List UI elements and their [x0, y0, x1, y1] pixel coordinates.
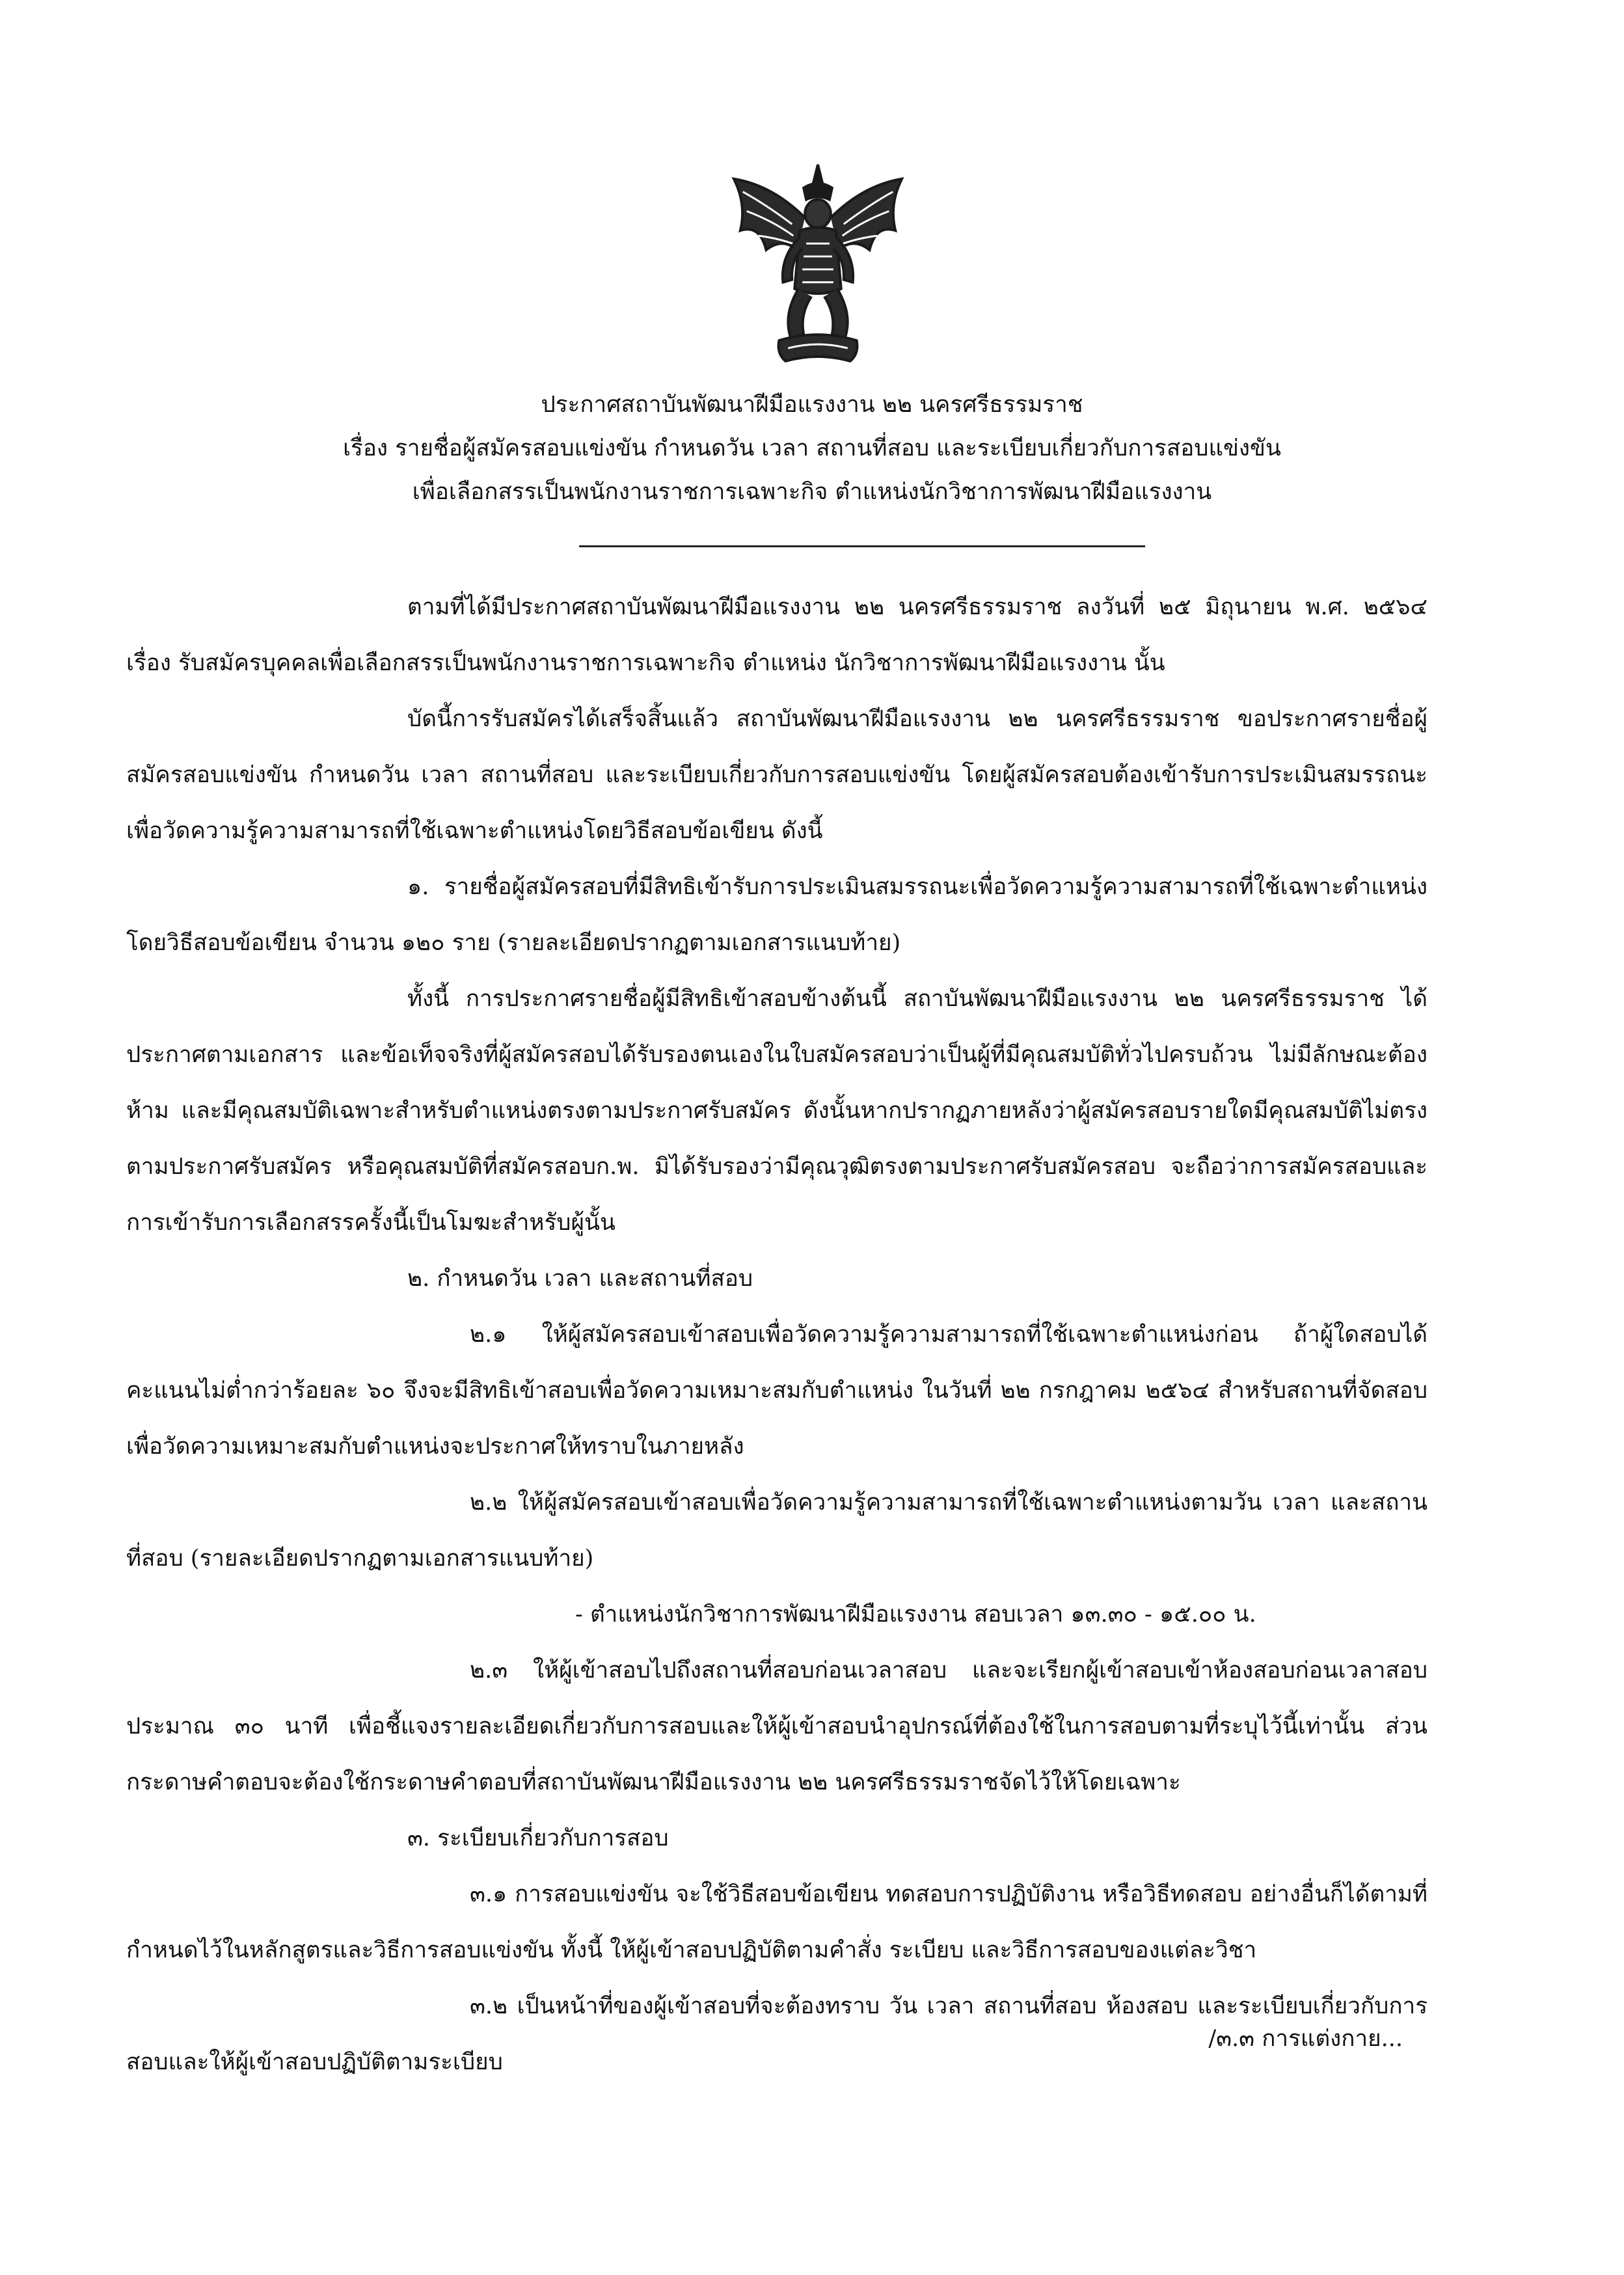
section-3-2: ๓.๒ เป็นหน้าที่ของผู้เข้าสอบที่จะต้องทราบ วัน เวลา สถานที่สอบ ห้องสอบ และระเบียบเกี่ยวกับการสอบและให้ผู้เข้าสอบปฏิบัติตามระเบียบ: [126, 1993, 1428, 2075]
intro-paragraph: ตามที่ได้มีประกาศสถาบันพัฒนาฝีมือแรงงาน ๒๒ นครศรีธรรมราช ลงวันที่ ๒๕ มิถุนายน พ.ศ. ๒๕๖๔ เรื่อง รับสมัครบุคคลเพื่อเลือกสรรเป็นพนักงานราชการเฉพาะกิจ ตำแหน่ง นักวิชาการพัฒนาฝีมือแรงงาน นั้น: [126, 594, 1428, 676]
section-3-heading: ๓. ระเบียบเกี่ยวกับการสอบ: [407, 1825, 669, 1851]
announcement-title: ประกาศสถาบันพัฒนาฝีมือแรงงาน ๒๒ นครศรีธรรมราช: [541, 392, 1083, 418]
section-2-heading: ๒. กำหนดวัน เวลา และสถานที่สอบ: [407, 1266, 753, 1292]
garuda-emblem-icon: [721, 159, 915, 366]
section-3-1: ๓.๑ การสอบแข่งขัน จะใช้วิธีสอบข้อเขียน ทดสอบการปฏิบัติงาน หรือวิธีทดสอบ อย่างอื่นก็ได้ตามที่กำหนดไว้ในหลักสูตรและวิธีการสอบแข่งขัน ทั้งนี้ ให้ผู้เข้าสอบปฏิบัติตามคำสั่ง ระเบียบ และวิธีการสอบของแต่ละวิชา: [126, 1881, 1428, 1963]
section-2-1: ๒.๑ ให้ผู้สมัครสอบเข้าสอบเพื่อวัดความรู้ความสามารถที่ใช้เฉพาะตำแหน่งก่อน ถ้าผู้ใดสอบได้คะแนนไม่ต่ำกว่าร้อยละ ๖๐ จึงจะมีสิทธิเข้าสอบเพื่อวัดความเหมาะสมกับตำแหน่ง ในวันที่ ๒๒ กรกฎาคม ๒๕๖๔ สำหรับสถานที่จัดสอบเพื่อวัดความเหมาะสมกับตำแหน่งจะประกาศให้ทราบในภายหลัง: [126, 1322, 1428, 1460]
closing-notice-paragraph: บัดนี้การรับสมัครได้เสร็จสิ้นแล้ว สถาบันพัฒนาฝีมือแรงงาน ๒๒ นครศรีธรรมราช ขอประกาศรายชื่อผู้สมัครสอบแข่งขัน กำหนดวัน เวลา สถานที่สอบ และระเบียบเกี่ยวกับการสอบแข่งขัน โดยผู้สมัครสอบต้องเข้ารับการประเมินสมรรถนะเพื่อวัดความรู้ความสามารถที่ใช้เฉพาะตำแหน่งโดยวิธีสอบข้อเขียน ดังนี้: [126, 706, 1428, 844]
section-1-note: ทั้งนี้ การประกาศรายชื่อผู้มีสิทธิเข้าสอบข้างต้นนี้ สถาบันพัฒนาฝีมือแรงงาน ๒๒ นครศรีธรรมราช ได้ประกาศตามเอกสาร และข้อเท็จจริงที่ผู้สมัครสอบได้รับรองตนเองในใบสมัครสอบว่าเป็นผู้ที่มีคุณสมบัติทั่วไปครบถ้วน ไม่มีลักษณะต้องห้าม และมีคุณสมบัติเฉพาะสำหรับตำแหน่งตรงตามประกาศรับสมัคร ดังนั้นหากปรากฏภายหลังว่าผู้สมัครสอบรายใดมีคุณสมบัติไม่ตรงตามประกาศรับสมัคร หรือคุณสมบัติที่สมัครสอบก.พ. มิได้รับรองว่ามีคุณวุฒิตรงตามประกาศรับสมัครสอบ จะถือว่าการสมัครสอบและการเข้ารับการเลือกสรรครั้งนี้เป็นโมฆะสำหรับผู้นั้น: [126, 986, 1428, 1236]
section-2-3: ๒.๓ ให้ผู้เข้าสอบไปถึงสถานที่สอบก่อนเวลาสอบ และจะเรียกผู้เข้าสอบเข้าห้องสอบก่อนเวลาสอบประมาณ ๓๐ นาที เพื่อชี้แจงรายละเอียดเกี่ยวกับการสอบและให้ผู้เข้าสอบนำอุปกรณ์ที่ต้องใช้ในการสอบตามที่ระบุไว้นี้เท่านั้น ส่วนกระดาษคำตอบจะต้องใช้กระดาษคำตอบที่สถาบันพัฒนาฝีมือแรงงาน ๒๒ นครศรีธรรมราชจัดไว้ให้โดยเฉพาะ: [126, 1657, 1428, 1795]
announcement-subject: เรื่อง รายชื่อผู้สมัครสอบแข่งขัน กำหนดวัน เวลา สถานที่สอบ และระเบียบเกี่ยวกับการสอบแข่งขัน: [343, 435, 1281, 461]
continuation-marker: /๓.๓ การแต่งกาย...: [1208, 2026, 1403, 2052]
announcement-body: [126, 579, 1428, 2090]
announcement-subject-cont: เพื่อเลือกสรรเป็นพนักงานราชการเฉพาะกิจ ตำแหน่งนักวิชาการพัฒนาฝีมือแรงงาน: [412, 479, 1212, 505]
section-1-candidates: ๑. รายชื่อผู้สมัครสอบที่มีสิทธิเข้ารับการประเมินสมรรถนะเพื่อวัดความรู้ความสามารถที่ใช้เฉพาะตำแหน่งโดยวิธีสอบข้อเขียน จำนวน ๑๒๐ ราย (รายละเอียดปรากฏตามเอกสารแนบท้าย): [126, 874, 1428, 956]
section-2-2: ๒.๒ ให้ผู้สมัครสอบเข้าสอบเพื่อวัดความรู้ความสามารถที่ใช้เฉพาะตำแหน่งตามวัน เวลา และสถานที่สอบ (รายละเอียดปรากฏตามเอกสารแนบท้าย): [126, 1490, 1428, 1572]
header-divider: [579, 545, 1145, 547]
section-2-2-schedule: - ตำแหน่งนักวิชาการพัฒนาฝีมือแรงงาน สอบเวลา ๑๓.๓๐ - ๑๕.๐๐ น.: [575, 1601, 1256, 1628]
